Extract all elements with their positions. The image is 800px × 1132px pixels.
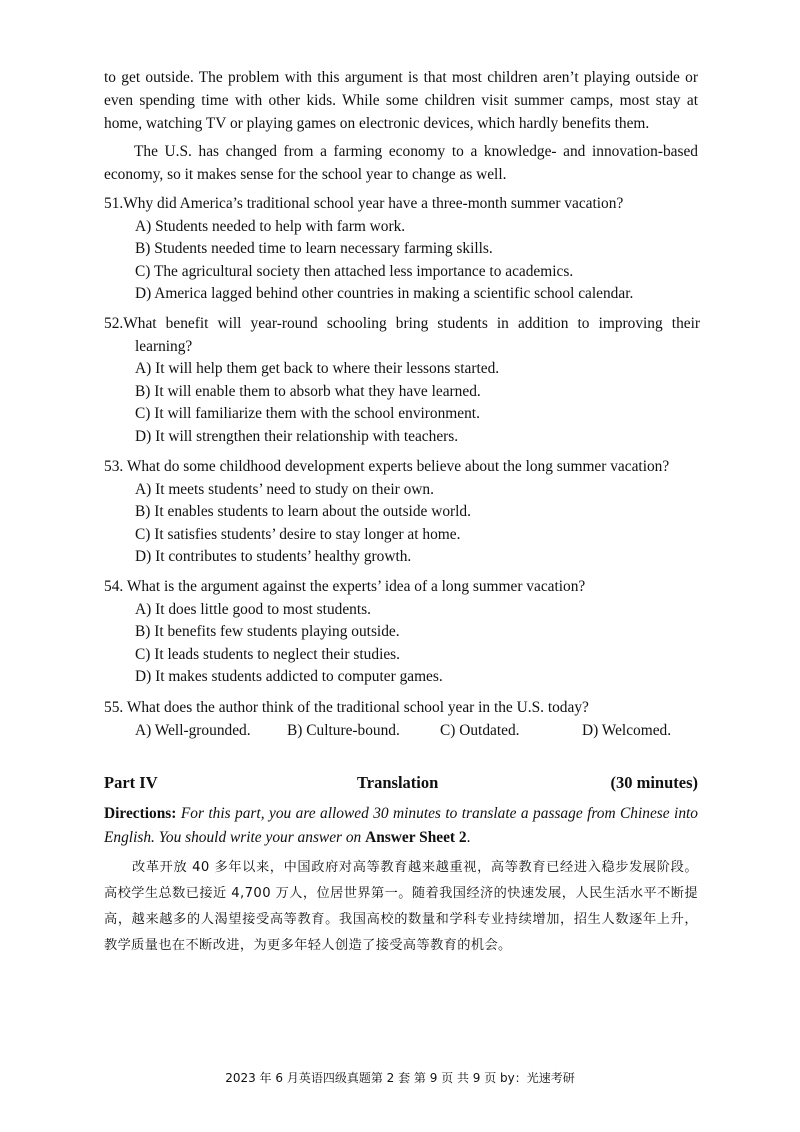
page-footer: 2023 年 6 月英语四级真题第 2 套 第 9 页 共 9 页 by：光速考研 xyxy=(225,1071,575,1085)
option-b: B) It enables students to learn about the outside world. xyxy=(135,503,471,520)
part-heading xyxy=(104,770,698,796)
question-text: What do some childhood development experts believe about the long summer vacation? xyxy=(126,458,670,475)
option-b: B) Culture-bound. xyxy=(287,721,400,739)
option-a: A) It will help them get back to where their lessons started. xyxy=(135,360,500,377)
chinese-passage: 改革开放 40 多年以来，中国政府对高等教育越来越重视，高等教育已经进入稳步发展阶段。高校学生总数已接近 4,700 万人，位居世界第一。随着我国经济的快速发展，人民生活水平不断提高，越来越多的人渴望接受高等教育。我国高校的数量和学科专业持续增加，招生人数逐年上升，教学质量也在不断改进，为更多年轻人创造了接受高等教育的机会。 xyxy=(104,860,698,953)
question-stem xyxy=(104,193,700,216)
passage-paragraph-continued: to get outside. The problem with this argument is that most children aren’t playing outside or even spending time with other kids. While some children visit summer camps, most stay at home, watching TV or playing games on electronic devices, which hardly benefits them. xyxy=(104,69,698,132)
question-text: What does the author think of the traditional school year in the U.S. today? xyxy=(126,699,589,716)
answer-sheet-label: Answer Sheet 2 xyxy=(365,829,467,846)
question-stem xyxy=(104,313,700,358)
question-text: Why did America’s traditional school year have a three-month summer vacation? xyxy=(123,195,624,212)
option-c: C) It satisfies students’ desire to stay longer at home. xyxy=(135,525,461,543)
option-b: B) It will enable them to absorb what they have learned. xyxy=(135,382,481,400)
option-d: D) It contributes to students’ healthy growth. xyxy=(135,548,412,565)
question-stem xyxy=(104,456,700,479)
question-55 xyxy=(104,697,700,742)
option-a: A) It meets students’ need to study on their own. xyxy=(135,480,434,498)
question-52 xyxy=(104,313,700,448)
option-d: D) It will strengthen their relationship with teachers. xyxy=(135,427,459,445)
option-d: D) It makes students addicted to computer games. xyxy=(135,668,443,685)
directions-label: Directions: xyxy=(104,805,177,822)
option-c: C) The agricultural society then attached less importance to academics. xyxy=(135,262,574,280)
question-text: What benefit will year-round schooling bring students in addition to improving their learning? xyxy=(123,315,700,355)
directions xyxy=(104,802,698,850)
passage-paragraph-last: The U.S. has changed from a farming economy to a knowledge- and innovation-based economy, so it makes sense for the school year to change as well. xyxy=(104,143,698,183)
question-number: 52. xyxy=(104,315,124,332)
question-text: What is the argument against the experts’ idea of a long summer vacation? xyxy=(126,578,586,595)
option-d: D) America lagged behind other countries in making a scientific school calendar. xyxy=(135,285,634,302)
question-number: 51. xyxy=(104,195,124,212)
option-c: C) It leads students to neglect their studies. xyxy=(135,645,401,663)
question-number: 54. xyxy=(104,578,124,595)
question-54 xyxy=(104,576,700,689)
part-title: Translation xyxy=(357,773,439,792)
question-number: 55. xyxy=(104,699,124,716)
option-d: D) Welcomed. xyxy=(582,721,672,739)
directions-text: For this part, you are allowed 30 minutes to translate a passage from Chinese into English. You should write your answer on xyxy=(104,805,699,846)
option-a: A) Students needed to help with farm work. xyxy=(135,217,406,235)
question-51 xyxy=(104,193,700,306)
option-b: B) Students needed time to learn necessary farming skills. xyxy=(135,240,493,257)
option-a: A) It does little good to most students. xyxy=(135,600,371,618)
question-stem xyxy=(104,576,700,599)
option-b: B) It benefits few students playing outside. xyxy=(135,623,400,640)
directions-period: . xyxy=(466,829,471,846)
option-a: A) Well-grounded. xyxy=(135,721,251,739)
question-number: 53. xyxy=(104,458,124,475)
option-c: C) It will familiarize them with the school environment. xyxy=(135,405,480,422)
part-label: Part IV xyxy=(104,773,158,792)
part-time: (30 minutes) xyxy=(610,773,698,792)
question-53 xyxy=(104,456,700,569)
option-c: C) Outdated. xyxy=(440,721,520,739)
options-row xyxy=(104,720,700,743)
question-stem xyxy=(104,697,700,720)
